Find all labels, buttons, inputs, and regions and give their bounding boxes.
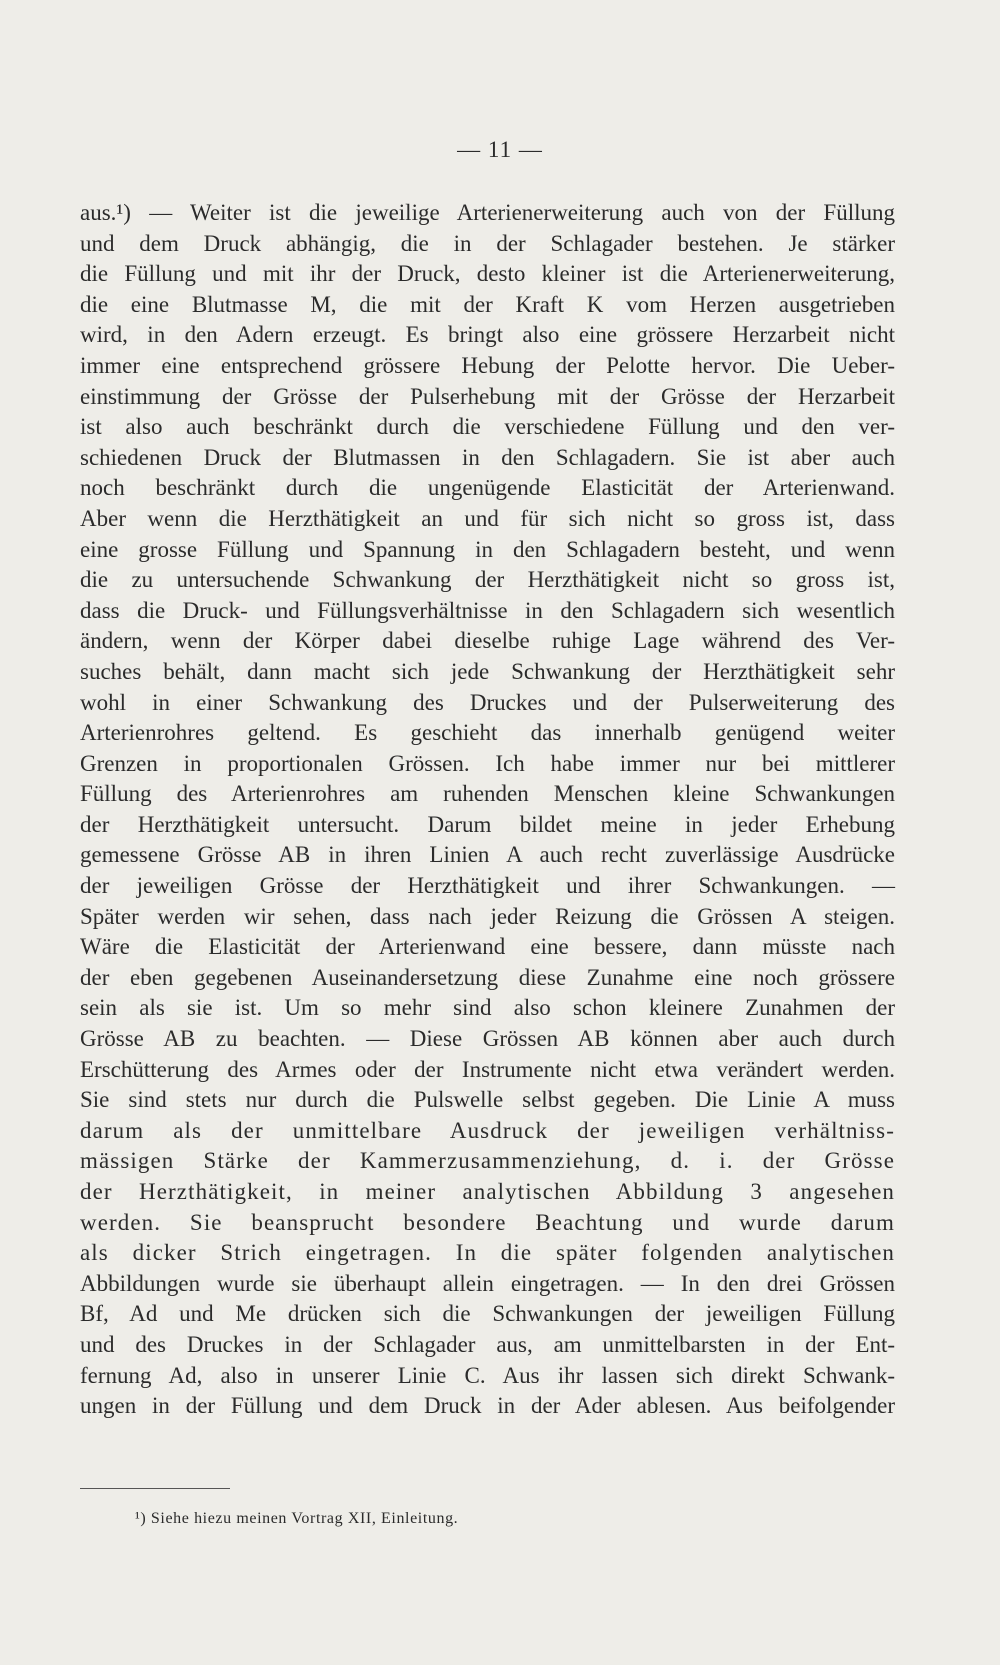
footnote-divider bbox=[80, 1488, 230, 1489]
text-line: Sie sind stets nur durch die Pulswelle selbst gegeben. Die Linie A muss bbox=[80, 1087, 895, 1113]
text-line: der eben gegebenen Auseinandersetzung diese Zunahme eine noch grössere bbox=[80, 964, 895, 990]
text-line: wohl in einer Schwankung des Druckes und der Pulserweiterung des bbox=[80, 689, 895, 715]
text-line-emphasis: mässigen Stärke der Kammerzusammenziehung, d. i. der Grösse bbox=[80, 1148, 895, 1174]
text-line: ungen in der Füllung und dem Druck in der Ader ablesen. Aus beifolgender bbox=[80, 1393, 895, 1419]
text-line: Arterienrohres geltend. Es geschieht das innerhalb genügend weiter bbox=[80, 720, 895, 746]
page-number: — 11 — bbox=[457, 137, 543, 162]
text-line: sein als sie ist. Um so mehr sind also schon kleinere Zunahmen der bbox=[80, 995, 895, 1021]
text-line: Bf, Ad und Me drücken sich die Schwankungen der jeweiligen Füllung bbox=[80, 1301, 895, 1327]
text-line: der jeweiligen Grösse der Herzthätigkeit und ihrer Schwankungen. — bbox=[80, 873, 895, 899]
text-line: die eine Blutmasse M, die mit der Kraft K vom Herzen ausgetrieben bbox=[80, 291, 895, 317]
text-line: und des Druckes in der Schlagader aus, am unmittelbarsten in der Ent- bbox=[80, 1331, 895, 1357]
text-line: Abbildungen wurde sie überhaupt allein eingetragen. — In den drei Grössen bbox=[80, 1270, 895, 1296]
text-line: wird, in den Adern erzeugt. Es bringt also eine grössere Herzarbeit nicht bbox=[80, 322, 895, 348]
text-line: immer eine entsprechend grössere Hebung der Pelotte hervor. Die Ueber- bbox=[80, 352, 895, 378]
text-line: Füllung des Arterienrohres am ruhenden Menschen kleine Schwankungen bbox=[80, 781, 895, 807]
text-line: dass die Druck- und Füllungsverhältnisse in den Schlagadern sich wesentlich bbox=[80, 597, 895, 623]
text-line: einstimmung der Grösse der Pulserhebung mit der Grösse der Herzarbeit bbox=[80, 383, 895, 409]
text-line: Erschütterung des Armes oder der Instrumente nicht etwa verändert werden. bbox=[80, 1056, 895, 1082]
text-line: die zu untersuchende Schwankung der Herzthätigkeit nicht so gross ist, bbox=[80, 567, 895, 593]
text-line-emphasis: werden. Sie beansprucht besondere Beachtung und wurde darum bbox=[80, 1209, 895, 1235]
text-line: suches behält, dann macht sich jede Schwankung der Herzthätigkeit sehr bbox=[80, 658, 895, 684]
text-line: Wäre die Elasticität der Arterienwand eine bessere, dann müsste nach bbox=[80, 934, 895, 960]
text-line: gemessene Grösse AB in ihren Linien A auch recht zuverlässige Ausdrücke bbox=[80, 842, 895, 868]
text-line: fernung Ad, also in unserer Linie C. Aus ihr lassen sich direkt Schwank- bbox=[80, 1362, 895, 1388]
text-line: eine grosse Füllung und Spannung in den Schlagadern besteht, und wenn bbox=[80, 536, 895, 562]
text-line: Aber wenn die Herzthätigkeit an und für sich nicht so gross ist, dass bbox=[80, 505, 895, 531]
body-text bbox=[80, 198, 895, 1422]
text-line: Grösse AB zu beachten. — Diese Grössen AB können aber auch durch bbox=[80, 1026, 895, 1052]
text-line-emphasis: darum als der unmittelbare Ausdruck der jeweiligen verhältniss- bbox=[80, 1117, 895, 1143]
text-line: noch beschränkt durch die ungenügende Elasticität der Arterienwand. bbox=[80, 475, 895, 501]
text-line: schiedenen Druck der Blutmassen in den Schlagadern. Sie ist aber auch bbox=[80, 444, 895, 470]
text-line: aus.¹) — Weiter ist die jeweilige Arterienerweiterung auch von der Füllung bbox=[80, 200, 895, 225]
text-line-emphasis: als dicker Strich eingetragen. In die später folgenden analytischen bbox=[80, 1240, 895, 1266]
text-line: die Füllung und mit ihr der Druck, desto kleiner ist die Arterienerweiterung, bbox=[80, 261, 895, 287]
text-line: Später werden wir sehen, dass nach jeder Reizung die Grössen A steigen. bbox=[80, 903, 895, 929]
text-line: ist also auch beschränkt durch die verschiedene Füllung und den ver- bbox=[80, 414, 895, 440]
text-line: und dem Druck abhängig, die in der Schlagader bestehen. Je stärker bbox=[80, 230, 895, 256]
text-line: ändern, wenn der Körper dabei dieselbe ruhige Lage während des Ver- bbox=[80, 628, 895, 654]
footnote: ¹) Siehe hiezu meinen Vortrag XII, Einleitung. bbox=[135, 1510, 459, 1527]
text-line: Grenzen in proportionalen Grössen. Ich habe immer nur bei mittlerer bbox=[80, 750, 895, 776]
text-line-emphasis: der Herzthätigkeit, in meiner analytischen Abbildung 3 angesehen bbox=[80, 1179, 895, 1204]
text-line: der Herzthätigkeit untersucht. Darum bildet meine in jeder Erhebung bbox=[80, 811, 895, 837]
